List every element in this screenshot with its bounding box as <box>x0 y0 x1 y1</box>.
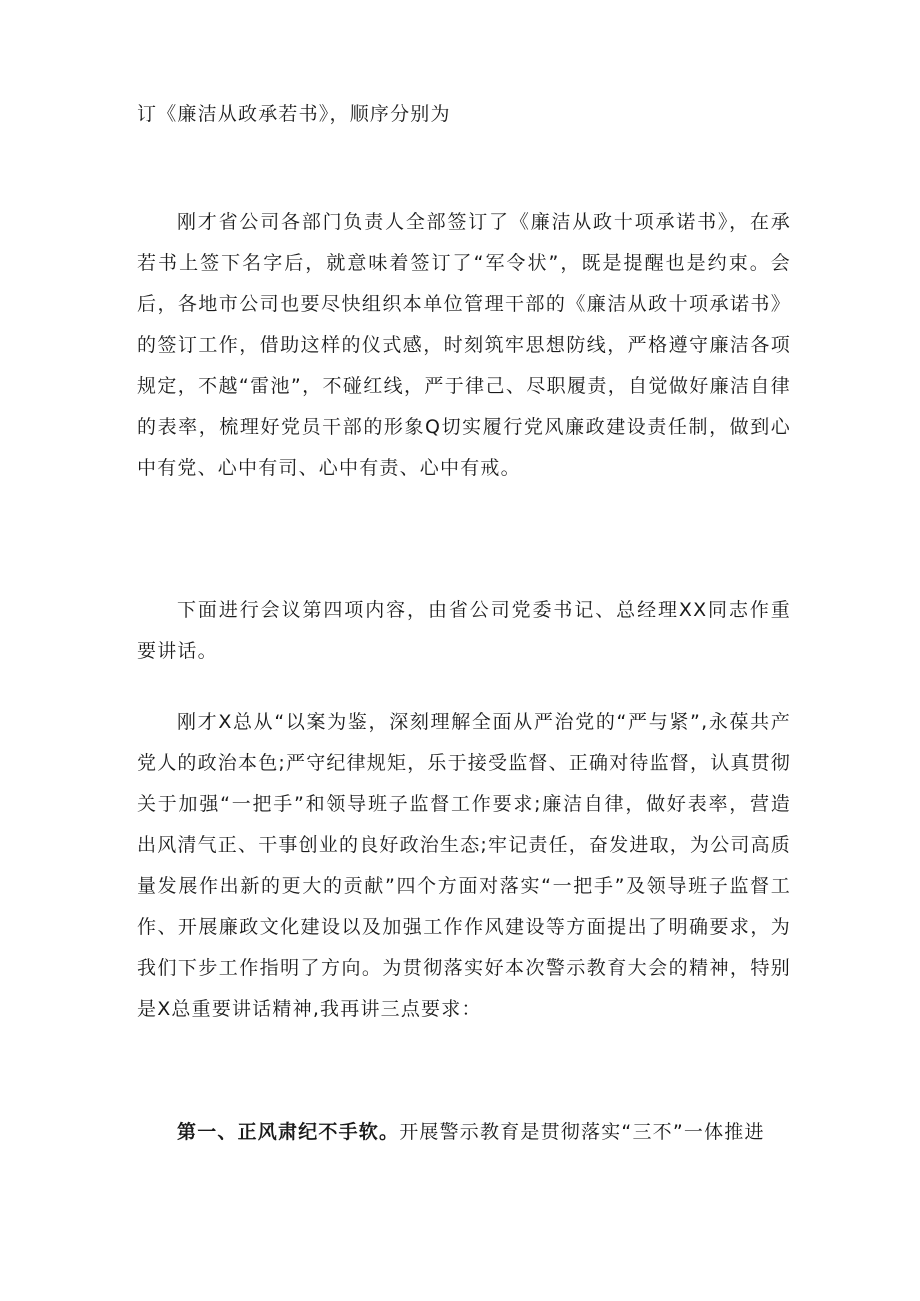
requirement-body: 开展警示教育是贯彻落实“三不”一体推进 <box>399 1121 765 1143</box>
requirement-heading: 第一、正风肃纪不手软。 <box>177 1121 400 1143</box>
paragraph-speech-summary: 刚才X总从“以案为鉴，深刻理解全面从严治党的“严与紧”,永葆共产党人的政治本色;严守纪律规矩，乐于接受监督、正确对待监督，认真贯彻关于加强“一把手”和领导班子监督工作要求;廉洁自律，做好表率，营造出风清气正、干事创业的良好政治生态;牢记责任，奋发进取，为公司高质量发展作出新的更大的贡献”四个方面对落实“一把手”及领导班子监督工作、开展廉政文化建设以及加强工作作风建设等方面提出了明确要求，为我们下步工作指明了方向。为贯彻落实好本次警示教育大会的精神，特别是X总重要讲话精神,我再讲三点要求： <box>137 711 792 1020</box>
paragraph-continuation: 订《廉洁从政承若书》，顺序分别为 <box>137 103 451 125</box>
paragraph-fourth-agenda-item: 下面进行会议第四项内容，由省公司党委书记、总经理XX同志作重要讲话。 <box>137 599 791 662</box>
paragraph-first-requirement <box>137 1112 791 1153</box>
paragraph-commitment-signing: 刚才省公司各部门负责人全部签订了《廉洁从政十项承诺书》，在承若书上签下名字后，就意味着签订了“军令状”，既是提醒也是约束。会后，各地市公司也要尽快组织本单位管理干部的《廉洁从政十项承诺书》的签订工作，借助这样的仪式感，时刻筑牢思想防线，严格遵守廉洁各项规定，不越“雷池”，不碰红线，严于律己、尽职履责，自觉做好廉洁自律的表率，梳理好党员干部的形象Q切实履行党风廉政建设责任制，做到心中有党、心中有司、心中有责、心中有戒。 <box>137 211 791 479</box>
